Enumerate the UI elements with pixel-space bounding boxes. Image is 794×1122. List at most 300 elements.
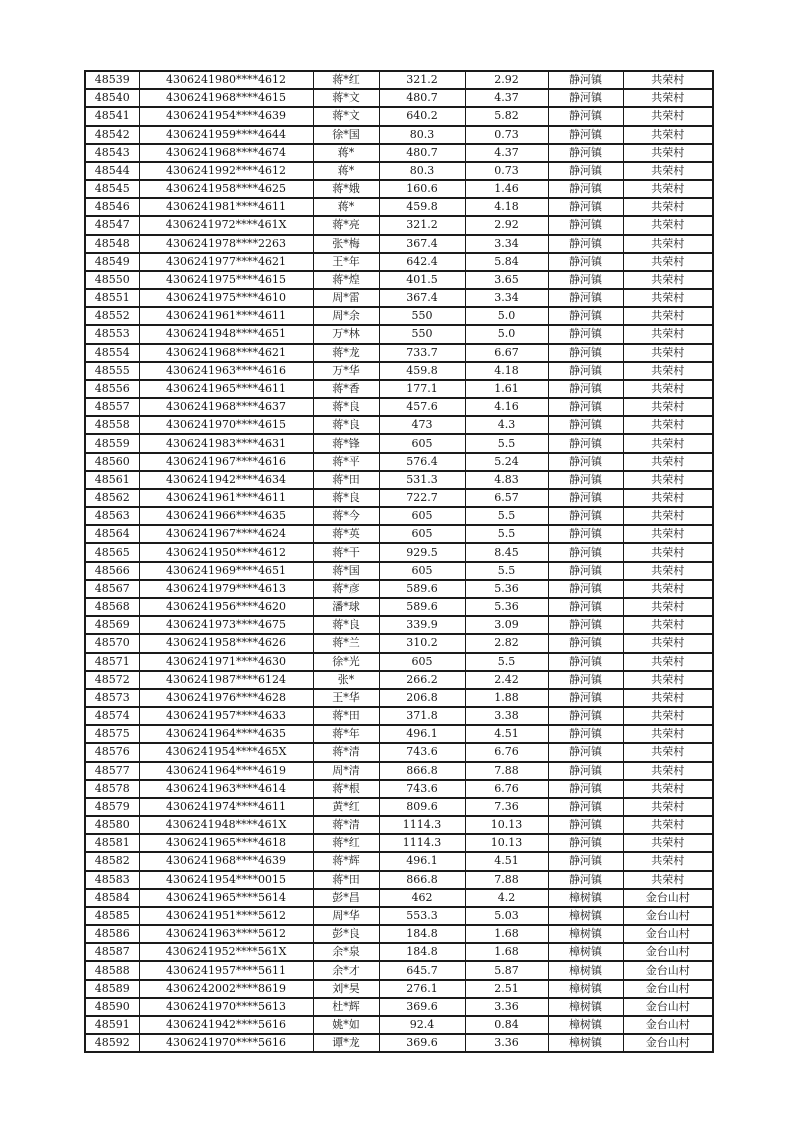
cell-amount: 929.5: [379, 543, 465, 561]
table-row: [85, 453, 713, 471]
cell-village: 共荣村: [623, 198, 713, 216]
cell-town: 静河镇: [548, 507, 623, 525]
cell-seq: 48585: [85, 907, 139, 925]
cell-seq: 48592: [85, 1034, 139, 1052]
cell-quantity: 3.09: [465, 616, 548, 634]
cell-village: 金台山村: [623, 1016, 713, 1034]
cell-id-number: 4306241964****4635: [139, 725, 313, 743]
cell-town: 樟树镇: [548, 925, 623, 943]
cell-quantity: 4.16: [465, 398, 548, 416]
table-row: [85, 725, 713, 743]
table-row: [85, 961, 713, 979]
cell-village: 共荣村: [623, 489, 713, 507]
cell-seq: 48572: [85, 671, 139, 689]
cell-town: 静河镇: [548, 580, 623, 598]
cell-village: 共荣村: [623, 271, 713, 289]
cell-town: 静河镇: [548, 834, 623, 852]
cell-seq: 48581: [85, 834, 139, 852]
cell-seq: 48584: [85, 889, 139, 907]
cell-name: 蒋*: [313, 144, 379, 162]
cell-amount: 480.7: [379, 89, 465, 107]
cell-seq: 48555: [85, 362, 139, 380]
cell-amount: 369.6: [379, 1034, 465, 1052]
cell-village: 共荣村: [623, 398, 713, 416]
cell-seq: 48574: [85, 707, 139, 725]
cell-id-number: 4306241965****5614: [139, 889, 313, 907]
cell-town: 静河镇: [548, 598, 623, 616]
cell-quantity: 5.36: [465, 580, 548, 598]
cell-seq: 48565: [85, 543, 139, 561]
cell-seq: 48546: [85, 198, 139, 216]
cell-town: 静河镇: [548, 271, 623, 289]
table-row: [85, 634, 713, 652]
cell-amount: 371.8: [379, 707, 465, 725]
cell-name: 刘*昊: [313, 980, 379, 998]
table-row: [85, 707, 713, 725]
table-row: [85, 762, 713, 780]
cell-town: 静河镇: [548, 780, 623, 798]
cell-town: 静河镇: [548, 871, 623, 889]
cell-town: 静河镇: [548, 89, 623, 107]
cell-amount: 459.8: [379, 362, 465, 380]
cell-town: 樟树镇: [548, 943, 623, 961]
table-row: [85, 325, 713, 343]
cell-quantity: 5.0: [465, 307, 548, 325]
cell-village: 共荣村: [623, 653, 713, 671]
cell-town: 静河镇: [548, 525, 623, 543]
cell-village: 共荣村: [623, 325, 713, 343]
cell-quantity: 6.76: [465, 743, 548, 761]
cell-seq: 48541: [85, 107, 139, 125]
table-row: [85, 580, 713, 598]
cell-amount: 642.4: [379, 253, 465, 271]
cell-quantity: 5.5: [465, 562, 548, 580]
cell-name: 周*余: [313, 307, 379, 325]
cell-quantity: 5.82: [465, 107, 548, 125]
cell-quantity: 7.88: [465, 762, 548, 780]
cell-amount: 605: [379, 562, 465, 580]
cell-town: 静河镇: [548, 71, 623, 89]
cell-village: 金台山村: [623, 943, 713, 961]
cell-village: 共荣村: [623, 344, 713, 362]
cell-quantity: 8.45: [465, 543, 548, 561]
cell-amount: 177.1: [379, 380, 465, 398]
cell-id-number: 4306241957****5611: [139, 961, 313, 979]
table-row: [85, 289, 713, 307]
cell-name: 蒋*干: [313, 543, 379, 561]
cell-seq: 48591: [85, 1016, 139, 1034]
cell-name: 万*林: [313, 325, 379, 343]
table-row: [85, 162, 713, 180]
table-row: [85, 852, 713, 870]
cell-amount: 576.4: [379, 453, 465, 471]
cell-name: 余*才: [313, 961, 379, 979]
cell-seq: 48551: [85, 289, 139, 307]
cell-id-number: 4306241961****4611: [139, 307, 313, 325]
cell-village: 金台山村: [623, 980, 713, 998]
cell-amount: 480.7: [379, 144, 465, 162]
cell-id-number: 4306241981****4611: [139, 198, 313, 216]
cell-town: 静河镇: [548, 162, 623, 180]
cell-town: 静河镇: [548, 743, 623, 761]
table-row: [85, 416, 713, 434]
cell-quantity: 1.68: [465, 925, 548, 943]
cell-seq: 48573: [85, 689, 139, 707]
cell-amount: 321.2: [379, 71, 465, 89]
cell-amount: 1114.3: [379, 834, 465, 852]
cell-town: 静河镇: [548, 653, 623, 671]
cell-town: 樟树镇: [548, 1016, 623, 1034]
cell-amount: 184.8: [379, 925, 465, 943]
cell-id-number: 4306241968****4637: [139, 398, 313, 416]
cell-quantity: 3.65: [465, 271, 548, 289]
cell-quantity: 4.3: [465, 416, 548, 434]
cell-name: 王*华: [313, 689, 379, 707]
cell-name: 蒋*田: [313, 471, 379, 489]
table-row: [85, 889, 713, 907]
cell-seq: 48547: [85, 216, 139, 234]
cell-amount: 266.2: [379, 671, 465, 689]
cell-seq: 48539: [85, 71, 139, 89]
cell-quantity: 5.5: [465, 525, 548, 543]
cell-quantity: 10.13: [465, 816, 548, 834]
cell-seq: 48590: [85, 998, 139, 1016]
cell-town: 静河镇: [548, 852, 623, 870]
cell-village: 共荣村: [623, 253, 713, 271]
table-row: [85, 616, 713, 634]
cell-id-number: 4306241951****5612: [139, 907, 313, 925]
cell-quantity: 6.67: [465, 344, 548, 362]
table-row: [85, 71, 713, 89]
cell-quantity: 5.87: [465, 961, 548, 979]
cell-seq: 48582: [85, 852, 139, 870]
cell-amount: 605: [379, 653, 465, 671]
cell-quantity: 10.13: [465, 834, 548, 852]
cell-village: 共荣村: [623, 671, 713, 689]
table-row: [85, 307, 713, 325]
cell-village: 共荣村: [623, 562, 713, 580]
cell-village: 共荣村: [623, 507, 713, 525]
cell-quantity: 0.73: [465, 126, 548, 144]
cell-name: 徐*国: [313, 126, 379, 144]
cell-id-number: 4306241978****2263: [139, 235, 313, 253]
cell-village: 共荣村: [623, 235, 713, 253]
cell-town: 静河镇: [548, 344, 623, 362]
cell-amount: 339.9: [379, 616, 465, 634]
cell-seq: 48567: [85, 580, 139, 598]
cell-town: 静河镇: [548, 253, 623, 271]
cell-seq: 48542: [85, 126, 139, 144]
cell-id-number: 4306241954****0015: [139, 871, 313, 889]
cell-id-number: 4306241971****4630: [139, 653, 313, 671]
cell-id-number: 4306241963****4614: [139, 780, 313, 798]
cell-village: 共荣村: [623, 689, 713, 707]
cell-amount: 367.4: [379, 289, 465, 307]
cell-village: 共荣村: [623, 434, 713, 452]
cell-quantity: 3.34: [465, 235, 548, 253]
cell-village: 共荣村: [623, 834, 713, 852]
cell-village: 共荣村: [623, 144, 713, 162]
cell-village: 共荣村: [623, 307, 713, 325]
cell-quantity: 5.5: [465, 507, 548, 525]
table-row: [85, 216, 713, 234]
cell-amount: 462: [379, 889, 465, 907]
cell-village: 共荣村: [623, 126, 713, 144]
cell-id-number: 4306241963****5612: [139, 925, 313, 943]
cell-amount: 722.7: [379, 489, 465, 507]
cell-seq: 48571: [85, 653, 139, 671]
cell-amount: 550: [379, 325, 465, 343]
cell-name: 张*梅: [313, 235, 379, 253]
cell-town: 静河镇: [548, 725, 623, 743]
table-row: [85, 925, 713, 943]
cell-village: 共荣村: [623, 380, 713, 398]
cell-id-number: 4306241983****4631: [139, 434, 313, 452]
cell-id-number: 4306241970****4615: [139, 416, 313, 434]
cell-id-number: 4306241950****4612: [139, 543, 313, 561]
cell-village: 金台山村: [623, 907, 713, 925]
cell-id-number: 4306241956****4620: [139, 598, 313, 616]
table-row: [85, 525, 713, 543]
cell-quantity: 0.84: [465, 1016, 548, 1034]
cell-name: 蒋*兰: [313, 634, 379, 652]
cell-amount: 160.6: [379, 180, 465, 198]
cell-amount: 605: [379, 507, 465, 525]
cell-seq: 48545: [85, 180, 139, 198]
table-row: [85, 489, 713, 507]
cell-quantity: 0.73: [465, 162, 548, 180]
table-row: [85, 126, 713, 144]
cell-village: 共荣村: [623, 525, 713, 543]
cell-id-number: 4306241973****4675: [139, 616, 313, 634]
cell-id-number: 4306241980****4612: [139, 71, 313, 89]
cell-name: 黄*红: [313, 798, 379, 816]
cell-name: 彭*昌: [313, 889, 379, 907]
cell-id-number: 4306241954****465X: [139, 743, 313, 761]
cell-name: 蒋*娥: [313, 180, 379, 198]
cell-name: 彭*良: [313, 925, 379, 943]
cell-seq: 48557: [85, 398, 139, 416]
cell-quantity: 2.92: [465, 71, 548, 89]
table-row: [85, 907, 713, 925]
cell-quantity: 4.51: [465, 852, 548, 870]
table-row: [85, 235, 713, 253]
table-row: [85, 871, 713, 889]
cell-amount: 401.5: [379, 271, 465, 289]
cell-seq: 48568: [85, 598, 139, 616]
table-row: [85, 1016, 713, 1034]
cell-name: 蒋*文: [313, 107, 379, 125]
cell-amount: 531.3: [379, 471, 465, 489]
cell-quantity: 5.36: [465, 598, 548, 616]
cell-village: 共荣村: [623, 616, 713, 634]
cell-name: 蒋*红: [313, 834, 379, 852]
cell-name: 周*雷: [313, 289, 379, 307]
cell-town: 静河镇: [548, 235, 623, 253]
cell-town: 静河镇: [548, 816, 623, 834]
table-row: [85, 834, 713, 852]
cell-village: 共荣村: [623, 598, 713, 616]
cell-name: 蒋*田: [313, 707, 379, 725]
table-row: [85, 144, 713, 162]
cell-quantity: 1.46: [465, 180, 548, 198]
cell-amount: 184.8: [379, 943, 465, 961]
cell-quantity: 4.51: [465, 725, 548, 743]
table-row: [85, 671, 713, 689]
cell-name: 蒋*: [313, 198, 379, 216]
cell-quantity: 4.37: [465, 89, 548, 107]
cell-id-number: 4306241987****6124: [139, 671, 313, 689]
cell-id-number: 4306241976****4628: [139, 689, 313, 707]
cell-town: 静河镇: [548, 616, 623, 634]
cell-town: 静河镇: [548, 398, 623, 416]
cell-name: 万*华: [313, 362, 379, 380]
cell-name: 蒋*红: [313, 71, 379, 89]
cell-amount: 640.2: [379, 107, 465, 125]
cell-id-number: 4306241966****4635: [139, 507, 313, 525]
table-row: [85, 362, 713, 380]
cell-quantity: 3.38: [465, 707, 548, 725]
cell-name: 蒋*良: [313, 416, 379, 434]
cell-name: 潘*球: [313, 598, 379, 616]
cell-quantity: 5.03: [465, 907, 548, 925]
cell-amount: 605: [379, 434, 465, 452]
cell-quantity: 4.2: [465, 889, 548, 907]
cell-seq: 48575: [85, 725, 139, 743]
cell-town: 静河镇: [548, 362, 623, 380]
cell-id-number: 4306241974****4611: [139, 798, 313, 816]
cell-seq: 48548: [85, 235, 139, 253]
cell-town: 静河镇: [548, 489, 623, 507]
cell-village: 共荣村: [623, 762, 713, 780]
cell-name: 蒋*国: [313, 562, 379, 580]
cell-amount: 473: [379, 416, 465, 434]
cell-town: 静河镇: [548, 634, 623, 652]
cell-village: 共荣村: [623, 471, 713, 489]
cell-id-number: 4306241975****4610: [139, 289, 313, 307]
cell-id-number: 4306241948****4651: [139, 325, 313, 343]
cell-seq: 48578: [85, 780, 139, 798]
table-row: [85, 998, 713, 1016]
cell-name: 杜*辉: [313, 998, 379, 1016]
cell-amount: 496.1: [379, 852, 465, 870]
cell-seq: 48569: [85, 616, 139, 634]
cell-village: 共荣村: [623, 71, 713, 89]
cell-seq: 48544: [85, 162, 139, 180]
table-row: [85, 344, 713, 362]
cell-name: 蒋*良: [313, 398, 379, 416]
cell-village: 共荣村: [623, 852, 713, 870]
cell-amount: 496.1: [379, 725, 465, 743]
cell-quantity: 2.82: [465, 634, 548, 652]
cell-name: 蒋*清: [313, 816, 379, 834]
cell-town: 静河镇: [548, 325, 623, 343]
cell-quantity: 2.51: [465, 980, 548, 998]
cell-quantity: 2.92: [465, 216, 548, 234]
cell-amount: 92.4: [379, 1016, 465, 1034]
cell-amount: 743.6: [379, 743, 465, 761]
cell-id-number: 4306241954****4639: [139, 107, 313, 125]
cell-amount: 276.1: [379, 980, 465, 998]
cell-quantity: 5.5: [465, 434, 548, 452]
cell-town: 樟树镇: [548, 980, 623, 998]
cell-town: 静河镇: [548, 671, 623, 689]
cell-town: 樟树镇: [548, 961, 623, 979]
cell-name: 蒋*平: [313, 453, 379, 471]
cell-name: 蒋*良: [313, 616, 379, 634]
table-row: [85, 798, 713, 816]
cell-village: 共荣村: [623, 289, 713, 307]
cell-village: 共荣村: [623, 580, 713, 598]
cell-id-number: 4306241957****4633: [139, 707, 313, 725]
cell-seq: 48550: [85, 271, 139, 289]
cell-town: 静河镇: [548, 453, 623, 471]
cell-name: 蒋*: [313, 162, 379, 180]
table-row: [85, 471, 713, 489]
cell-amount: 80.3: [379, 162, 465, 180]
cell-town: 静河镇: [548, 798, 623, 816]
cell-id-number: 4306241968****4674: [139, 144, 313, 162]
cell-name: 蒋*根: [313, 780, 379, 798]
cell-village: 金台山村: [623, 1034, 713, 1052]
cell-town: 静河镇: [548, 434, 623, 452]
cell-id-number: 4306241967****4624: [139, 525, 313, 543]
cell-village: 共荣村: [623, 107, 713, 125]
table-row: [85, 543, 713, 561]
table-row: [85, 107, 713, 125]
cell-town: 静河镇: [548, 144, 623, 162]
cell-id-number: 4306241942****5616: [139, 1016, 313, 1034]
cell-name: 蒋*锋: [313, 434, 379, 452]
cell-amount: 206.8: [379, 689, 465, 707]
cell-village: 共荣村: [623, 725, 713, 743]
cell-village: 共荣村: [623, 416, 713, 434]
table-row: [85, 89, 713, 107]
cell-village: 共荣村: [623, 453, 713, 471]
table-row: [85, 943, 713, 961]
table-row: [85, 380, 713, 398]
cell-seq: 48564: [85, 525, 139, 543]
cell-id-number: 4306241961****4611: [139, 489, 313, 507]
cell-village: 共荣村: [623, 362, 713, 380]
cell-quantity: 6.76: [465, 780, 548, 798]
cell-quantity: 2.42: [465, 671, 548, 689]
cell-name: 蒋*田: [313, 871, 379, 889]
cell-name: 蒋*今: [313, 507, 379, 525]
cell-town: 樟树镇: [548, 1034, 623, 1052]
cell-quantity: 5.5: [465, 653, 548, 671]
cell-quantity: 4.18: [465, 198, 548, 216]
cell-seq: 48586: [85, 925, 139, 943]
cell-village: 共荣村: [623, 634, 713, 652]
cell-id-number: 4306241958****4626: [139, 634, 313, 652]
cell-village: 共荣村: [623, 162, 713, 180]
cell-seq: 48580: [85, 816, 139, 834]
cell-id-number: 4306241948****461X: [139, 816, 313, 834]
cell-seq: 48560: [85, 453, 139, 471]
cell-name: 蒋*亮: [313, 216, 379, 234]
cell-id-number: 4306241959****4644: [139, 126, 313, 144]
cell-name: 蒋*清: [313, 743, 379, 761]
cell-town: 静河镇: [548, 543, 623, 561]
cell-quantity: 3.36: [465, 998, 548, 1016]
table-row: [85, 562, 713, 580]
table-row: [85, 507, 713, 525]
cell-village: 共荣村: [623, 216, 713, 234]
cell-amount: 369.6: [379, 998, 465, 1016]
cell-village: 共荣村: [623, 816, 713, 834]
cell-seq: 48576: [85, 743, 139, 761]
